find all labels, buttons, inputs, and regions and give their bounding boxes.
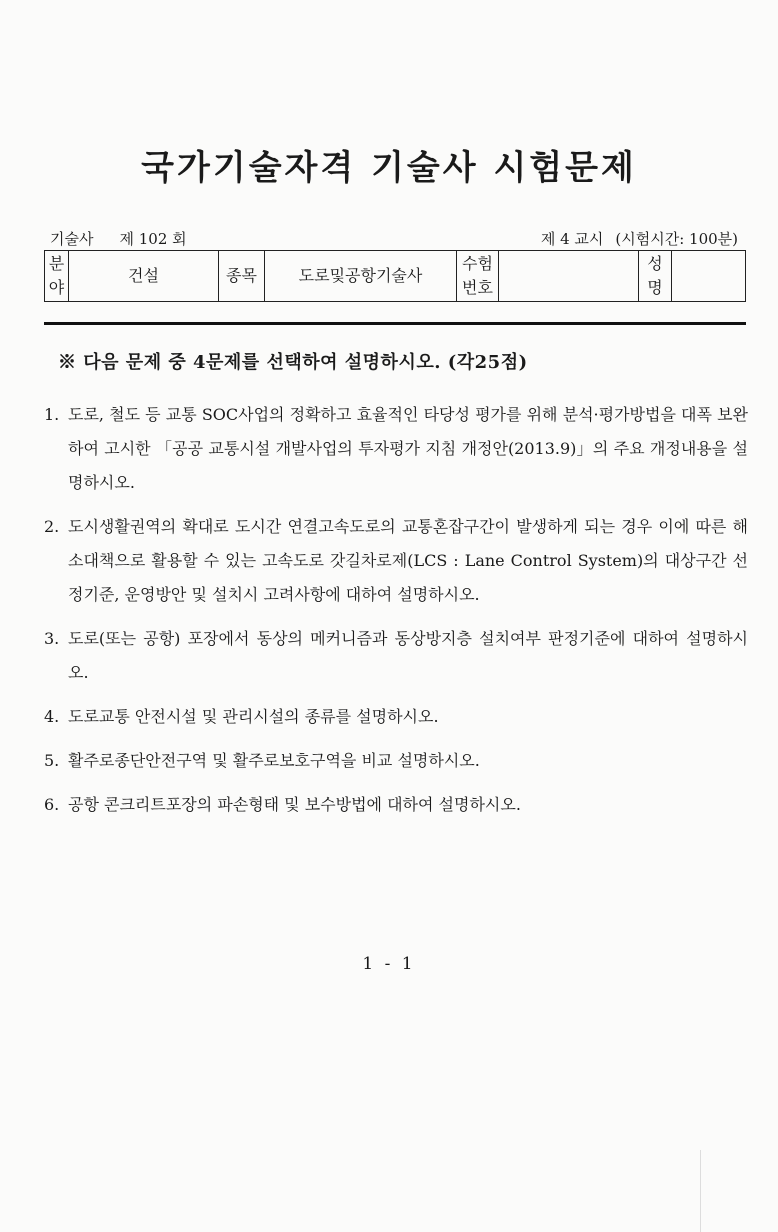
field-label-top: 분 xyxy=(48,254,65,273)
exam-no-label-bottom: 번호 xyxy=(462,278,493,297)
page-number: 1 - 1 xyxy=(362,954,416,974)
exam-session: 제 4 교시 xyxy=(540,230,604,248)
instruction-text: ※ 다음 문제 중 4문제를 선택하여 설명하시오. (각25점) xyxy=(58,352,528,373)
item-value-cell: 도로및공항기술사 xyxy=(265,251,457,301)
question-item xyxy=(44,700,748,734)
exam-no-label-cell xyxy=(457,251,499,301)
question-number: 1. xyxy=(44,405,60,424)
scan-artifact-line xyxy=(700,1150,701,1232)
question-item xyxy=(44,788,748,822)
field-label-bottom: 야 xyxy=(48,278,65,297)
question-text: 도로(또는 공항) 포장에서 동상의 메커니즘과 동상방지층 설치여부 판정기준에 대하여 설명하시오. xyxy=(68,629,748,682)
question-text: 도로교통 안전시설 및 관리시설의 종류를 설명하시오. xyxy=(68,707,439,726)
question-item xyxy=(44,622,748,690)
question-text: 활주로종단안전구역 및 활주로보호구역을 비교 설명하시오. xyxy=(68,751,480,770)
name-label-bottom: 명 xyxy=(647,278,663,297)
exam-time: (시험시간: 100분) xyxy=(615,230,738,248)
question-text: 공항 콘크리트포장의 파손형태 및 보수방법에 대하여 설명하시오. xyxy=(68,795,521,814)
name-label-top: 성 xyxy=(647,254,663,273)
name-label-cell xyxy=(639,251,672,301)
item-label-cell: 종목 xyxy=(219,251,265,301)
page-title: 국가기술자격 기술사 시험문제 xyxy=(141,148,637,188)
question-text: 도로, 철도 등 교통 SOC사업의 정확하고 효율적인 타당성 평가를 위해 분석·평가방법을 대폭 보완하여 고시한 「공공 교통시설 개발사업의 투자평가 지침 개정안(2013.9)」의 주요 개정내용을 설명하시오. xyxy=(68,405,748,492)
question-number: 3. xyxy=(44,629,60,648)
question-number: 4. xyxy=(44,707,60,726)
exam-meta-right xyxy=(529,228,738,249)
question-number: 5. xyxy=(44,751,60,770)
exam-meta-left xyxy=(50,228,213,249)
question-list xyxy=(44,398,748,832)
exam-category: 기술사 xyxy=(50,230,94,248)
field-label-cell xyxy=(45,251,69,301)
name-value-cell xyxy=(672,251,745,301)
question-number: 2. xyxy=(44,517,60,536)
question-text: 도시생활권역의 확대로 도시간 연결고속도로의 교통혼잡구간이 발생하게 되는 경우 이에 따른 해소대책으로 활용할 수 있는 고속도로 갓길차로제(LCS : Lane Control System)의 대상구간 선정기준, 운영방안 및 설치시 고려사항에 대하여 설명하시오. xyxy=(68,517,748,604)
question-item xyxy=(44,398,748,500)
question-item xyxy=(44,510,748,612)
field-value-cell: 건설 xyxy=(69,251,219,301)
question-number: 6. xyxy=(44,795,60,814)
divider xyxy=(44,322,746,325)
question-item xyxy=(44,744,748,778)
exam-info-table xyxy=(44,250,746,302)
exam-no-value-cell xyxy=(499,251,639,301)
exam-no-label-top: 수험 xyxy=(462,254,493,273)
exam-round: 제 102 회 xyxy=(119,230,187,248)
